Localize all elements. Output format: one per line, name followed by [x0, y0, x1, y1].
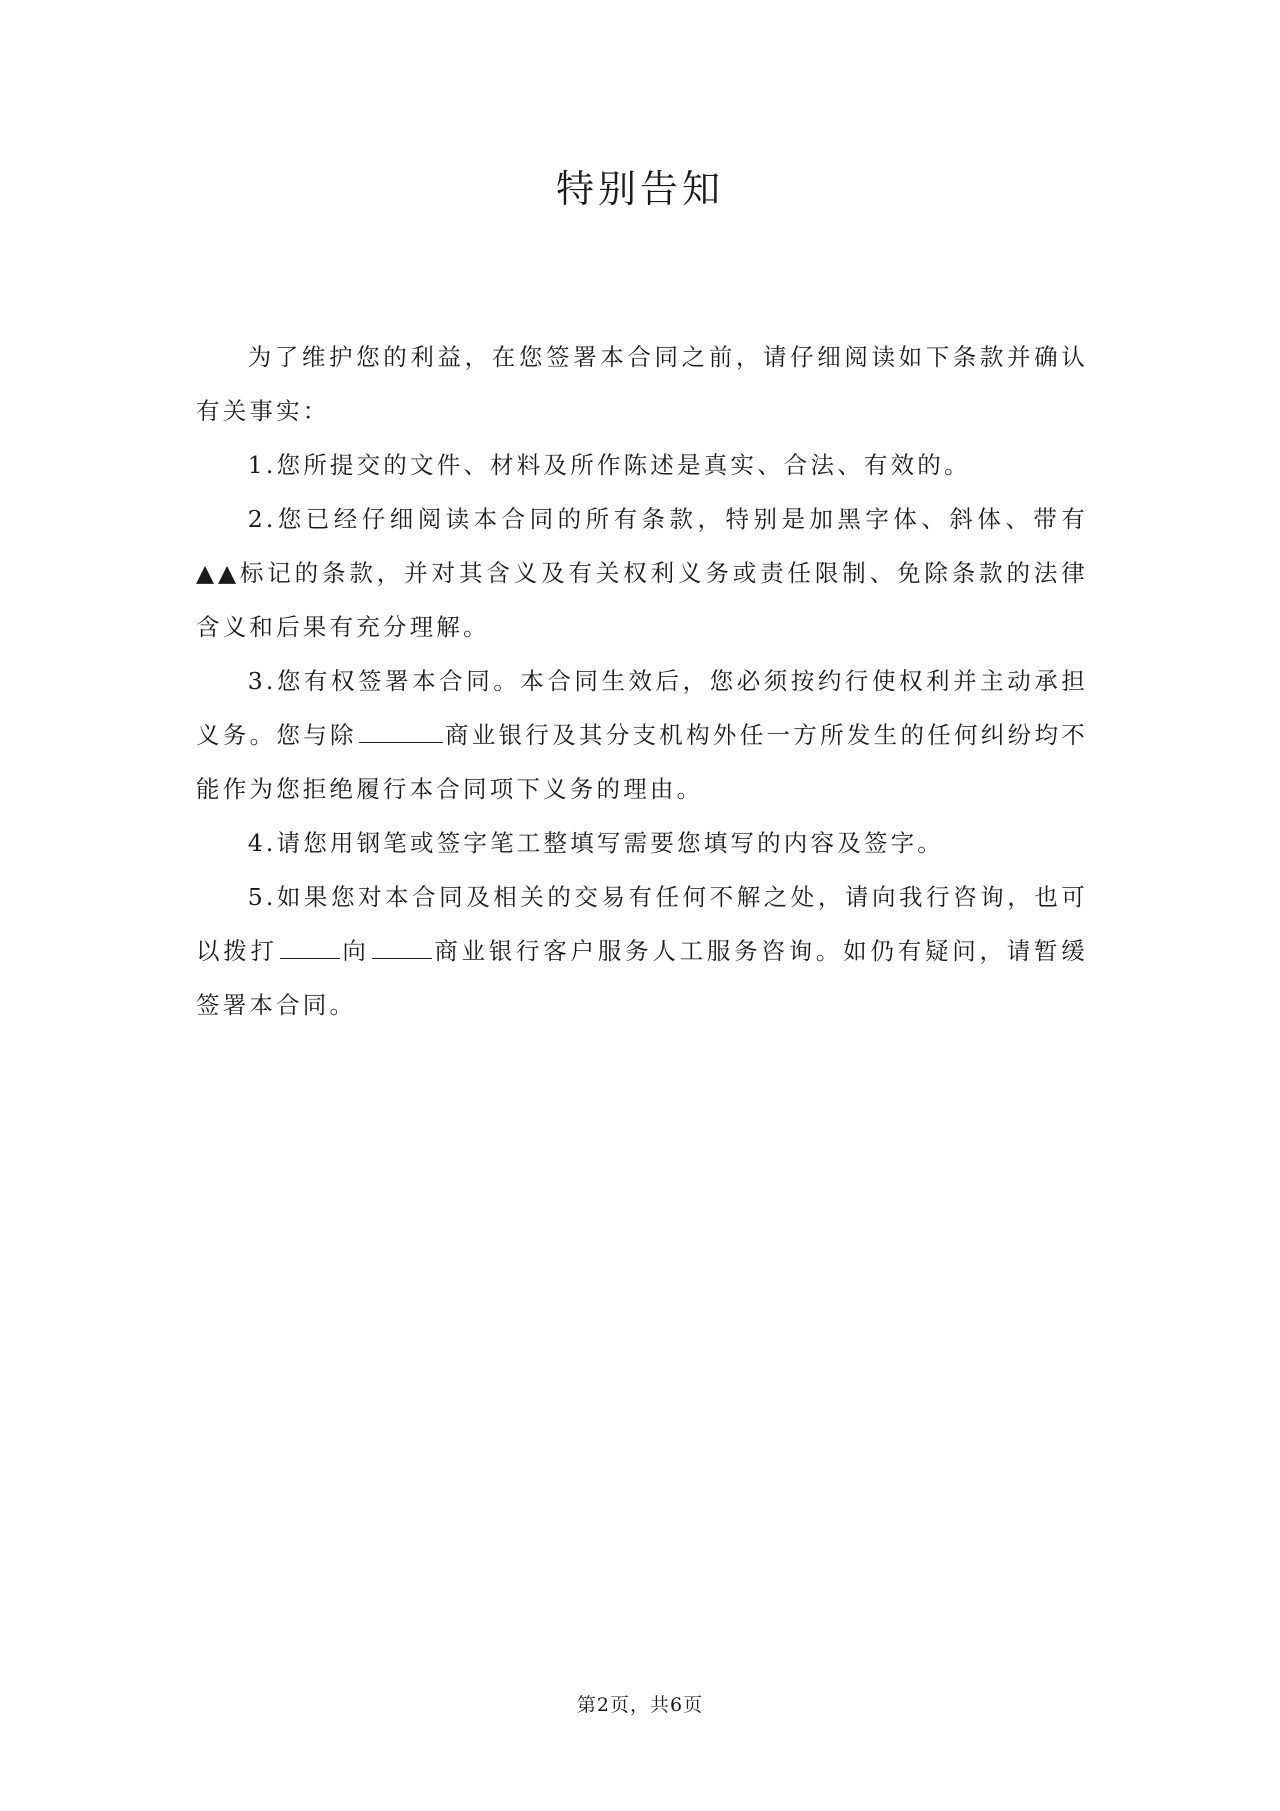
item-3: [196, 654, 1088, 816]
notice-body: [196, 330, 1088, 1032]
item-5-part-b: 向: [341, 937, 370, 965]
page-footer: 第2页，共6页: [576, 1694, 704, 1716]
intro-paragraph: 为了维护您的利益，在您签署本合同之前，请仔细阅读如下条款并确认有关事实：: [196, 343, 1088, 425]
document-title: 特别告知: [555, 167, 724, 211]
item-5-part-c: 商业银行客户服务人工服务咨询。如仍有疑问，请暂缓签署本合同。: [196, 937, 1088, 1019]
item-4: 4.请您用钢笔或签字笔工整填写需要您填写的内容及签字。: [247, 829, 945, 857]
item-3-part-a: 3.您有权签署本合同。本合同生效后，您必须按约行使权利并主动承担义务。您与除: [196, 667, 1088, 749]
item-3-part-b: 商业银行及其分支机构外任一方所发生的任何纠纷均不能作为您拒绝履行本合同项下义务的理由。: [196, 721, 1088, 803]
bank-name-blank-2: [372, 934, 432, 959]
item-5: [196, 870, 1088, 1032]
item-5-part-a: 5.如果您对本合同及相关的交易有任何不解之处，请向我行咨询，也可以拨打: [196, 883, 1088, 965]
item-1: 1.您所提交的文件、材料及所作陈述是真实、合法、有效的。: [247, 451, 971, 479]
phone-number-blank: [280, 934, 340, 959]
item-2: 2.您已经仔细阅读本合同的所有条款，特别是加黑字体、斜体、带有▲▲标记的条款，并对其含义及有关权利义务或责任限制、免除条款的法律含义和后果有充分理解。: [196, 505, 1088, 641]
bank-name-blank: [359, 718, 443, 743]
